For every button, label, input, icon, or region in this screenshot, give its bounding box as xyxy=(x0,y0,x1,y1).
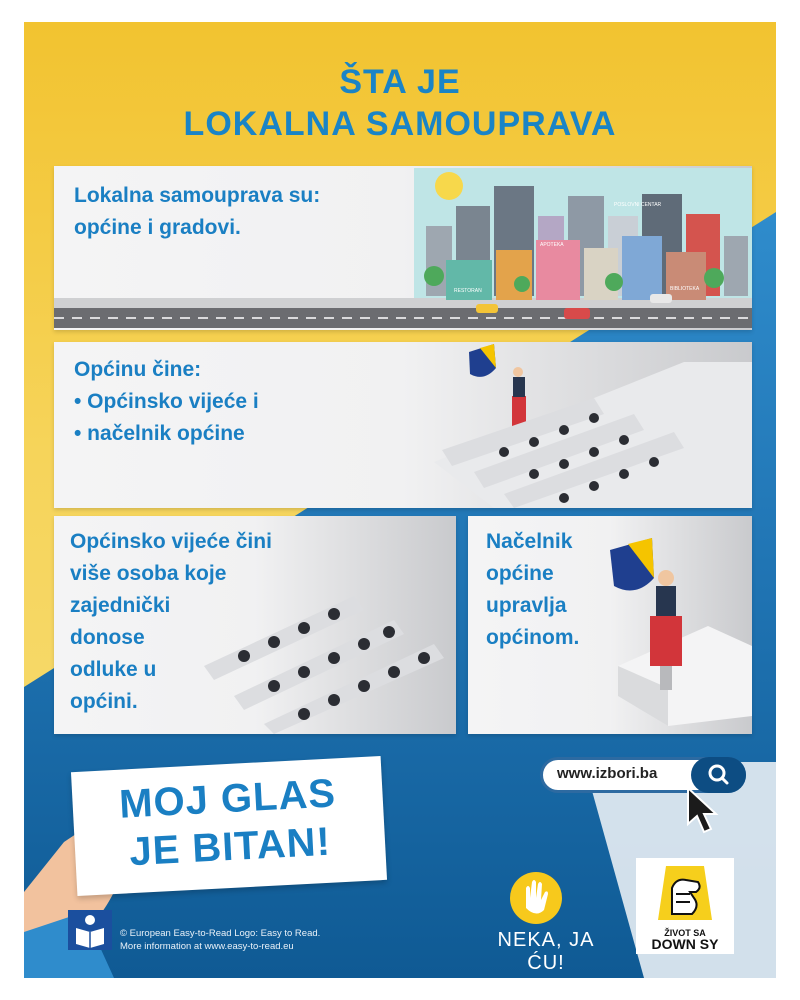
city-illustration xyxy=(54,166,752,330)
panel-mayor xyxy=(468,516,752,734)
poster xyxy=(24,22,776,978)
panel-3-line-5: odluke u xyxy=(70,658,157,681)
book-reader-icon xyxy=(68,910,112,950)
podium xyxy=(512,396,526,426)
panel-1-line-2: općine i gradovi. xyxy=(74,216,241,239)
panel-4-line-2: općine xyxy=(486,562,554,585)
slogan-line-1: MOJ GLAS xyxy=(118,771,338,827)
easy-to-read-logo xyxy=(68,910,112,950)
panel-local-government xyxy=(54,166,752,330)
car-icon xyxy=(564,308,590,319)
council-chamber-illustration xyxy=(434,342,752,508)
fist-icon xyxy=(636,858,734,928)
mayor-illustration xyxy=(598,516,752,734)
sun-icon xyxy=(435,172,463,200)
panel-3-line-4: donose xyxy=(70,626,145,649)
panel-3-line-3: zajednički xyxy=(70,594,171,617)
panel-2-line-1: Općinu čine: xyxy=(74,358,202,381)
slogan-card xyxy=(71,756,387,896)
zivot-sa-down-sy-logo xyxy=(636,858,734,954)
credit-line-2: More information at www.easy-to-read.eu xyxy=(120,941,294,952)
sign-pharmacy: APOTEKA xyxy=(540,242,564,248)
panel-4-line-3: upravlja xyxy=(486,594,567,617)
panel-2-line-3: • načelnik općine xyxy=(74,422,245,445)
panel-council xyxy=(54,516,456,734)
slogan-line-2: JE BITAN! xyxy=(128,819,332,875)
panel-1-line-1: Lokalna samouprava su: xyxy=(74,184,321,207)
sign-library: BIBLIOTEKA xyxy=(670,286,700,292)
mouse-cursor-icon xyxy=(684,786,724,836)
panel-municipality-composition xyxy=(54,342,752,508)
sign-business: POSLOVNI CENTAR xyxy=(614,202,662,208)
neka-ja-cu-text: NEKA, JA ĆU! xyxy=(497,929,595,974)
car-icon xyxy=(476,304,498,313)
panel-4-line-1: Načelnik xyxy=(486,530,573,553)
council-seats-illustration xyxy=(204,546,456,734)
credit-line-1: © European Easy-to-Read Logo: Easy to Read. xyxy=(120,928,321,939)
panel-3-line-2: više osoba koje xyxy=(70,562,227,585)
podium xyxy=(650,616,682,666)
page-title-line-1: ŠTA JE xyxy=(339,63,461,101)
panel-2-line-2: • Općinsko vijeće i xyxy=(74,390,259,413)
sign-restaurant: RESTORAN xyxy=(454,288,482,294)
zivot-text-big: DOWN SY xyxy=(651,936,719,952)
page-title-line-2: LOKALNA SAMOUPRAVA xyxy=(183,105,617,143)
neka-ja-cu-logo xyxy=(506,870,566,926)
car-icon xyxy=(650,294,672,303)
panel-3-line-6: općini. xyxy=(70,690,138,713)
panel-4-line-4: općinom. xyxy=(486,626,580,649)
zivot-text-small: ŽIVOT SA xyxy=(664,928,706,938)
panel-3-line-1: Općinsko vijeće čini xyxy=(70,530,272,553)
search-url[interactable]: www.izbori.ba xyxy=(557,765,658,782)
